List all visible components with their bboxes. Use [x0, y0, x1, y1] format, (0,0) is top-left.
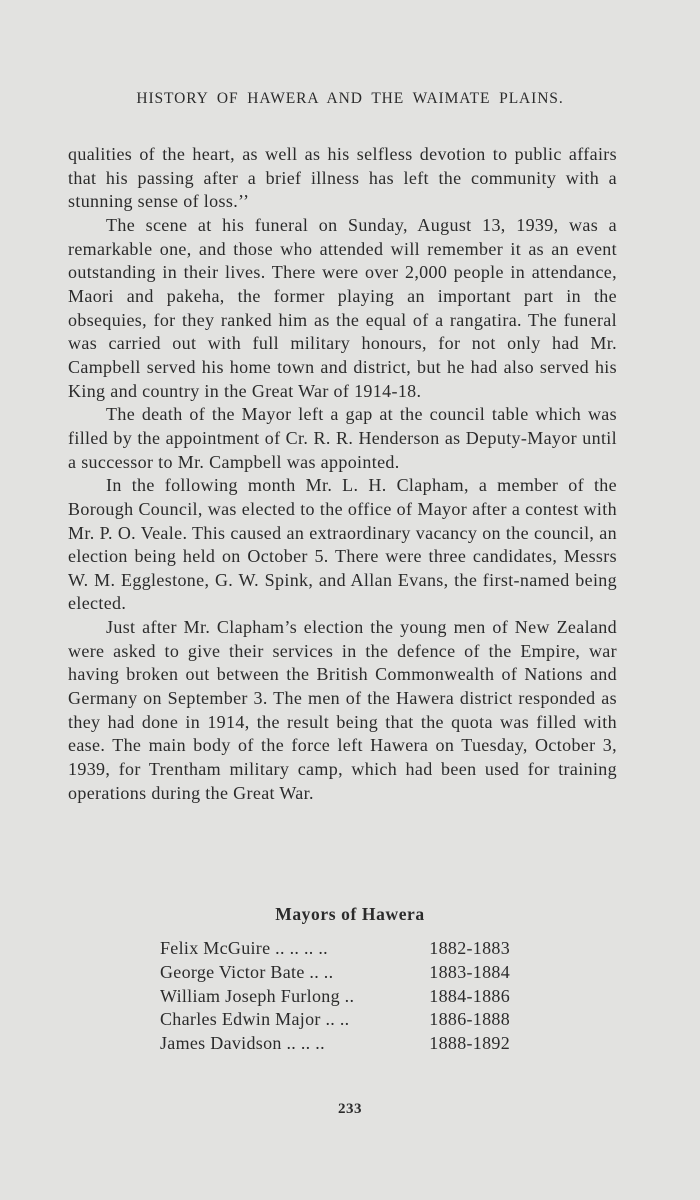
mayor-row — [160, 961, 510, 985]
mayor-years: 1888-1892 — [429, 1033, 510, 1054]
mayor-name: James Davidson .. .. .. — [160, 1033, 325, 1054]
mayor-name: William Joseph Furlong .. — [160, 985, 355, 1006]
mayor-years: 1886-1888 — [429, 1009, 510, 1030]
mayors-table-title: Mayors of Hawera — [275, 904, 425, 924]
mayor-years: 1884-1886 — [429, 985, 510, 1006]
page-number: 233 — [338, 1101, 362, 1117]
mayor-years: 1883-1884 — [429, 961, 510, 982]
mayor-name: Felix McGuire .. .. .. .. — [160, 938, 328, 958]
mayor-row — [160, 1032, 510, 1056]
mayors-table — [160, 937, 510, 1056]
mayor-row — [160, 1008, 510, 1032]
mayor-row — [160, 937, 510, 961]
body-text — [68, 143, 617, 805]
mayor-row — [160, 985, 510, 1009]
paragraph-funeral: The scene at his funeral on Sunday, August 13, 1939, was a remarkable one, and those who attended will remember it as an event outstanding in their lives. There were over 2,000 people in attendance, Maori and pakeha, the former playing an important part in the obsequies, for they ranked him as the equal of a rangatira. The funeral was carried out with full military honours, for not only had Mr. Campbell served his home town and district, but he had also served his King and country in the Great War of 1914-18. — [68, 214, 617, 401]
mayor-name: Charles Edwin Major .. .. — [160, 1009, 350, 1030]
paragraph-continued: qualities of the heart, as well as his selfless devotion to public affairs that his passing after a brief illness has left the community with a stunning sense of loss.’’ — [68, 144, 617, 212]
paragraph-war: Just after Mr. Clapham’s election the young men of New Zealand were asked to give their services in the defence of the Empire, war having broken out between the British Commonwealth of Nations and Germany on September 3. The men of the Hawera district responded as they had done in 1914, the result being that the quota was filled with ease. The main body of the force left Hawera on Tuesday, October 3, 1939, for Trentham military camp, which had been used for training operations during the Great War. — [68, 617, 617, 803]
running-header: HISTORY OF HAWERA AND THE WAIMATE PLAINS. — [136, 90, 564, 107]
mayor-years: 1882-1883 — [429, 938, 510, 958]
paragraph-deputy-mayor: The death of the Mayor left a gap at the council table which was filled by the appointment of Cr. R. R. Henderson as Deputy-Mayor until a successor to Mr. Campbell was appointed. — [68, 404, 617, 472]
paragraph-election: In the following month Mr. L. H. Clapham, a member of the Borough Council, was elected to the office of Mayor after a contest with Mr. P. O. Veale. This caused an extraordinary vacancy on the council, an election being held on October 5. There were three candidates, Messrs W. M. Egglestone, G. W. Spink, and Allan Evans, the first-named being elected. — [68, 475, 617, 614]
mayor-name: George Victor Bate .. .. — [160, 961, 334, 982]
